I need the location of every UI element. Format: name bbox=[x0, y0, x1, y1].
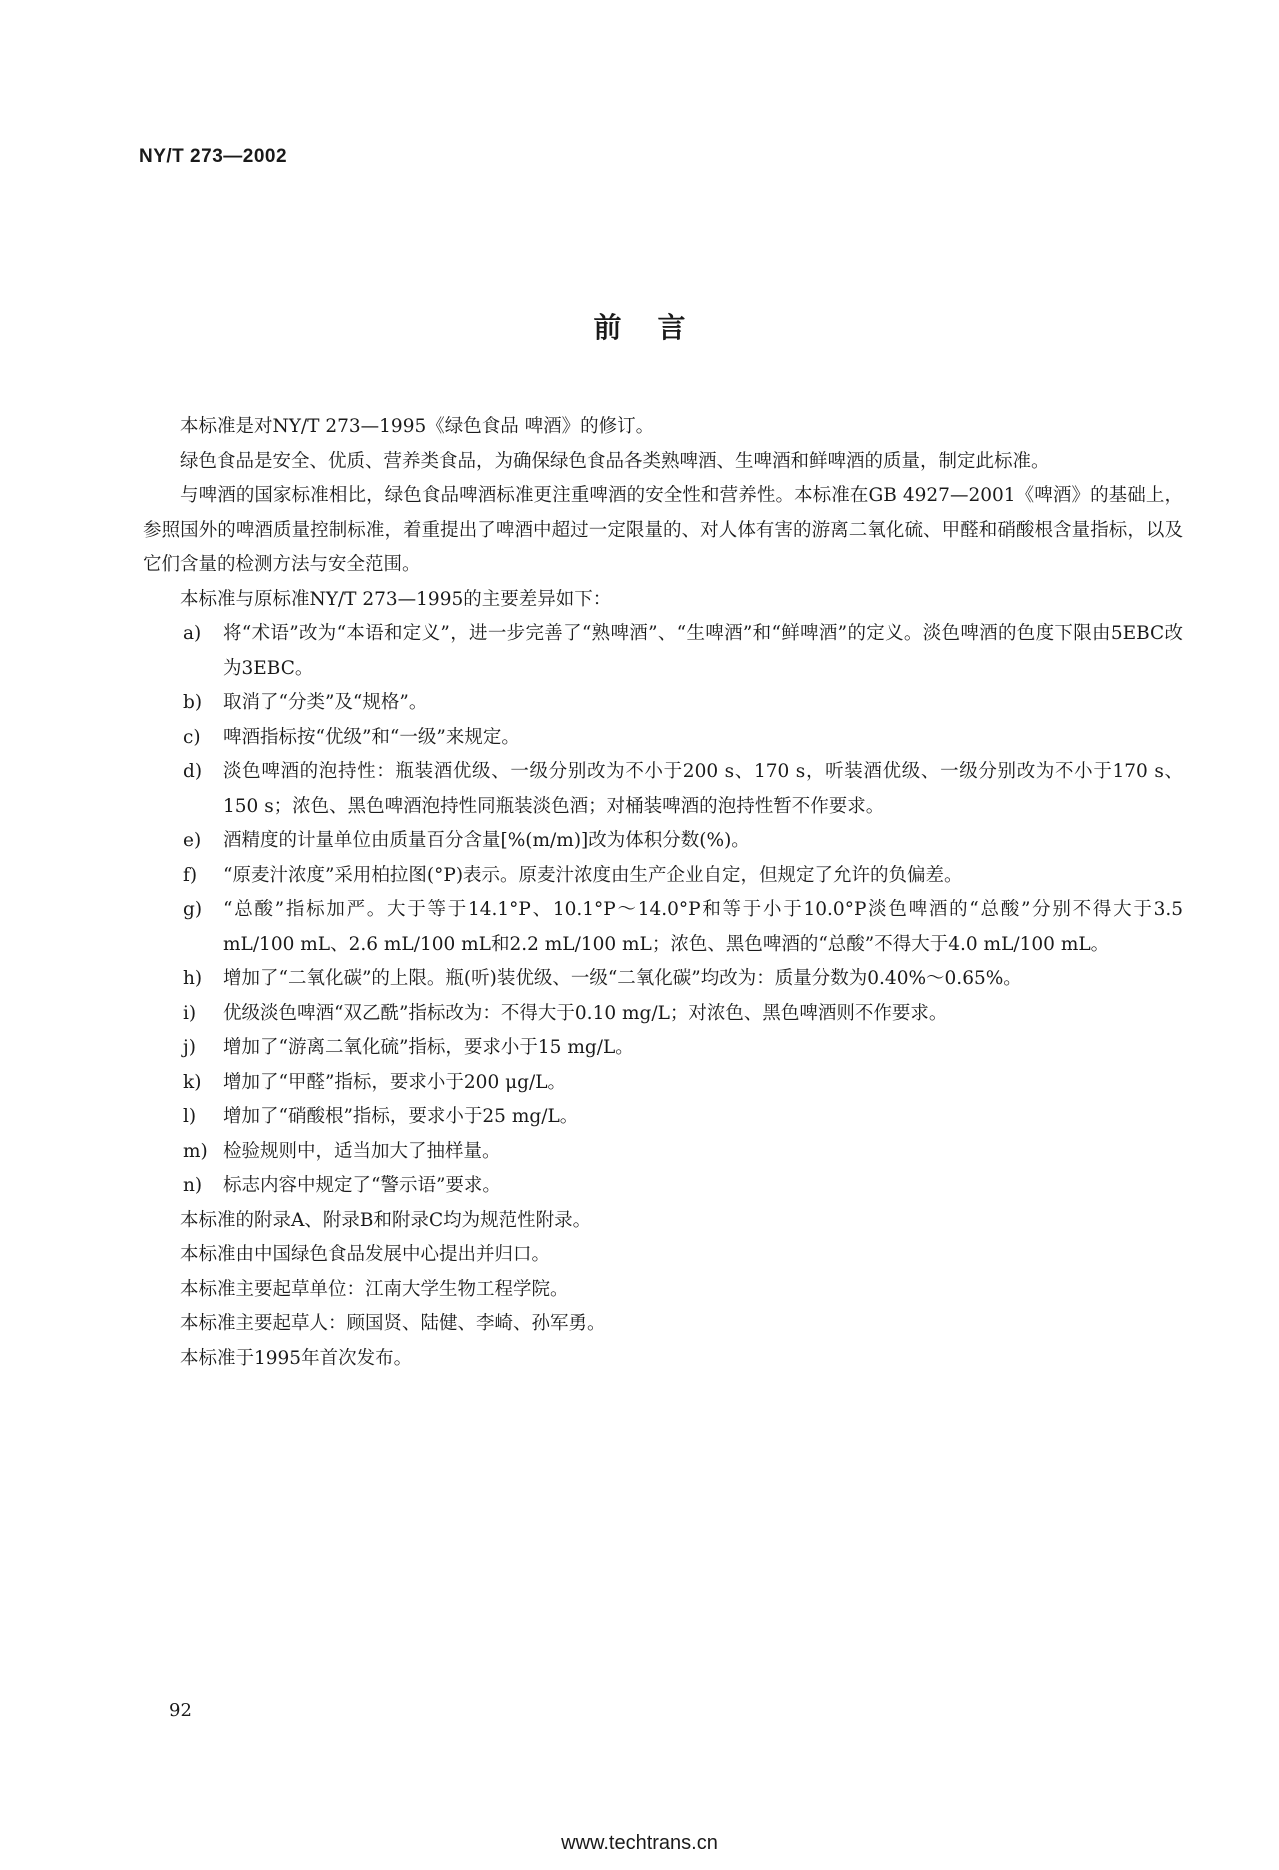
intro-paragraph: 本标准是对NY/T 273—1995《绿色食品 啤酒》的修订。 bbox=[180, 416, 655, 437]
closing-paragraph: 本标准于1995年首次发布。 bbox=[180, 1347, 413, 1369]
closing-paragraph: 本标准的附录A、附录B和附录C均为规范性附录。 bbox=[180, 1209, 592, 1231]
intro-paragraph: 与啤酒的国家标准相比，绿色食品啤酒标准更注重啤酒的安全性和营养性。本标准在GB 4927—2001《啤酒》的基础上，参照国外的啤酒质量控制标准，着重提出了啤酒中超过一定限量的、对人体有害的游离二氧化硫、甲醛和硝酸根含量指标，以及它们含量的检测方法与安全范围。 bbox=[143, 485, 1183, 575]
list-item bbox=[183, 893, 1183, 962]
list-item-label: h) bbox=[183, 968, 203, 989]
list-item-label: m) bbox=[183, 1140, 208, 1162]
list-item-text: 将“术语”改为“本语和定义”，进一步完善了“熟啤酒”、“生啤酒”和“鲜啤酒”的定义。淡色啤酒的色度下限由5EBC改为3EBC。 bbox=[223, 623, 1183, 679]
footer-url[interactable]: www.techtrans.cn bbox=[561, 1832, 718, 1854]
list-item bbox=[183, 859, 1183, 894]
page-number: 92 bbox=[169, 1700, 192, 1721]
list-item-text: 增加了“游离二氧化硫”指标，要求小于15 mg/L。 bbox=[223, 1037, 634, 1058]
closing-paragraph: 本标准由中国绿色食品发展中心提出并归口。 bbox=[180, 1244, 551, 1265]
list-item-label: e) bbox=[183, 830, 202, 851]
list-item-label: c) bbox=[183, 726, 201, 748]
list-item-label: f) bbox=[183, 864, 198, 886]
list-item bbox=[183, 997, 1183, 1032]
list-item bbox=[183, 755, 1183, 824]
closing-paragraph: 本标准主要起草人：顾国贤、陆健、李崎、孙军勇。 bbox=[180, 1313, 606, 1334]
list-item-text: 淡色啤酒的泡持性：瓶装酒优级、一级分别改为不小于200 s、170 s，听装酒优级、一级分别改为不小于170 s、150 s；浓色、黑色啤酒泡持性同瓶装淡色酒；对桶装啤酒的泡持性暂不作要求。 bbox=[223, 761, 1183, 817]
list-item bbox=[183, 824, 1183, 859]
intro-paragraph: 绿色食品是安全、优质、营养类食品，为确保绿色食品各类熟啤酒、生啤酒和鲜啤酒的质量，制定此标准。 bbox=[180, 450, 1050, 472]
list-item-label: b) bbox=[183, 692, 203, 713]
list-item-text: 酒精度的计量单位由质量百分含量[%(m/m)]改为体积分数(%)。 bbox=[223, 830, 750, 851]
list-item-text: 增加了“甲醛”指标，要求小于200 μg/L。 bbox=[223, 1071, 566, 1093]
list-item bbox=[183, 1135, 1183, 1170]
list-item-text: 检验规则中，适当加大了抽样量。 bbox=[223, 1140, 501, 1162]
list-item-label: d) bbox=[183, 761, 203, 782]
list-item-label: j) bbox=[183, 1037, 196, 1058]
list-item-label: i) bbox=[183, 1002, 197, 1024]
intro-paragraph: 本标准与原标准NY/T 273—1995的主要差异如下： bbox=[180, 588, 612, 610]
list-item-label: a) bbox=[183, 623, 202, 644]
list-item bbox=[183, 721, 1183, 756]
page-title: 前言 bbox=[593, 311, 722, 344]
list-item-text: “原麦汁浓度”采用柏拉图(°P)表示。原麦汁浓度由生产企业自定，但规定了允许的负偏差。 bbox=[223, 864, 963, 886]
list-item-text: 增加了“硝酸根”指标，要求小于25 mg/L。 bbox=[223, 1106, 579, 1127]
list-item-text: 标志内容中规定了“警示语”要求。 bbox=[223, 1175, 501, 1196]
list-item-label: l) bbox=[183, 1106, 197, 1127]
list-item bbox=[183, 1169, 1183, 1204]
standard-code: NY/T 273—2002 bbox=[139, 146, 288, 167]
list-item-label: k) bbox=[183, 1071, 202, 1093]
list-item bbox=[183, 1066, 1183, 1101]
list-item-text: “总酸”指标加严。大于等于14.1°P、10.1°P～14.0°P和等于小于10.0°P淡色啤酒的“总酸”分别不得大于3.5 mL/100 mL、2.6 mL/100 mL和2.2 mL/100 mL；浓色、黑色啤酒的“总酸”不得大于4.0 mL/100 mL。 bbox=[223, 899, 1183, 955]
list-item-label: n) bbox=[183, 1175, 203, 1196]
list-item bbox=[183, 617, 1183, 686]
list-item bbox=[183, 1100, 1183, 1135]
list-item bbox=[183, 686, 1183, 721]
list-item-text: 取消了“分类”及“规格”。 bbox=[223, 692, 428, 713]
list-item-text: 增加了“二氧化碳”的上限。瓶(听)装优级、一级“二氧化碳”均改为：质量分数为0.40%～0.65%。 bbox=[223, 968, 1022, 989]
list-item-text: 啤酒指标按“优级”和“一级”来规定。 bbox=[223, 726, 520, 748]
list-item-label: g) bbox=[183, 899, 203, 920]
list-item bbox=[183, 962, 1183, 997]
preface-body bbox=[143, 410, 1183, 1376]
closing-paragraph: 本标准主要起草单位：江南大学生物工程学院。 bbox=[180, 1278, 569, 1300]
list-item-text: 优级淡色啤酒“双乙酰”指标改为：不得大于0.10 mg/L；对浓色、黑色啤酒则不作要求。 bbox=[223, 1002, 948, 1024]
list-item bbox=[183, 1031, 1183, 1066]
